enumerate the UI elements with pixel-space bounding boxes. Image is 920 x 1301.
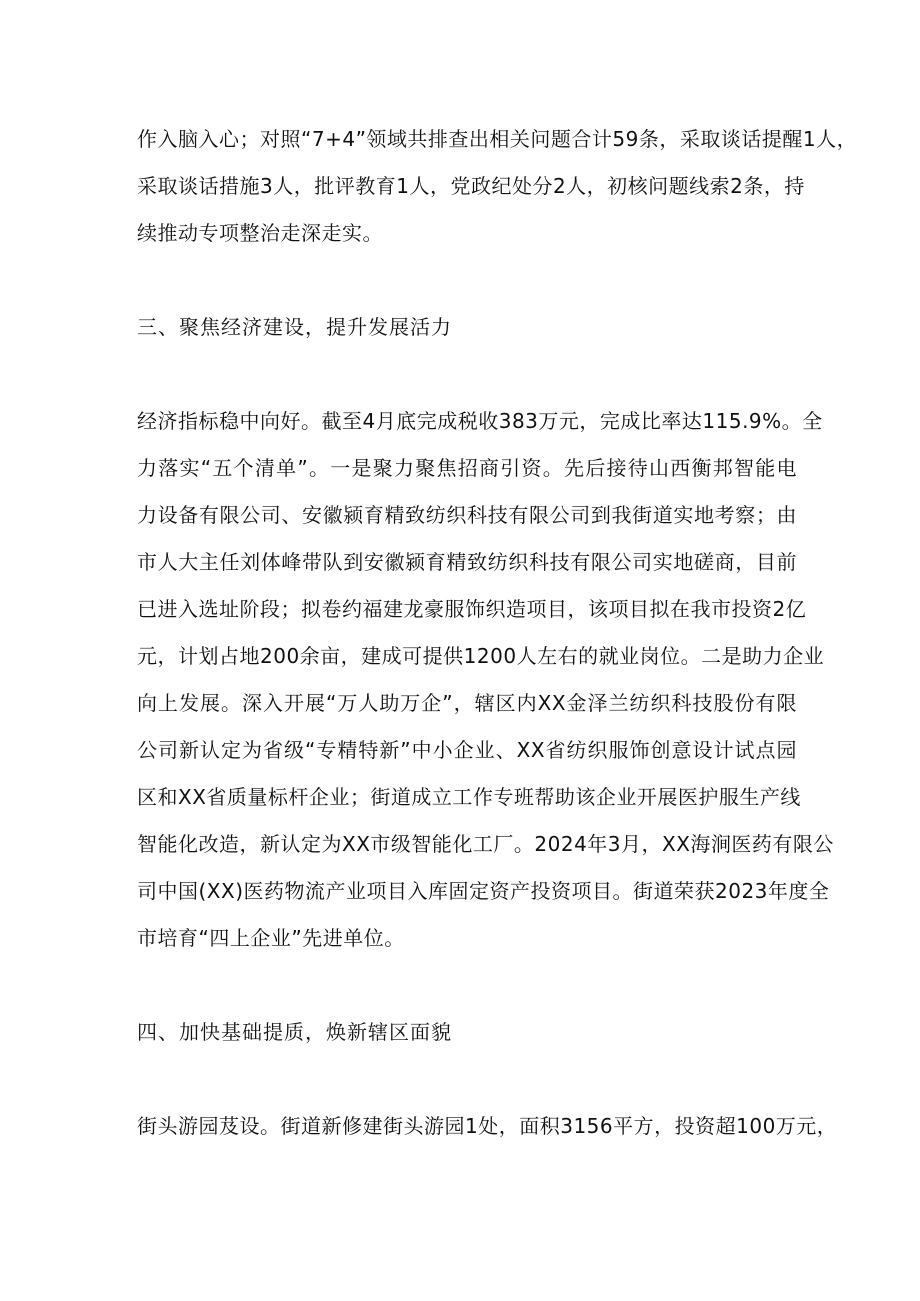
- paragraph-line: 智能化改造，新认定为XX市级智能化工厂。2024年3月，XX海涧医药有限公: [137, 832, 834, 856]
- paragraph-line: 街头游园芨设。街道新修建街头游园1处，面积3156平方，投资超100万元，: [137, 1114, 838, 1138]
- section-heading-3: 三、聚焦经济建设，提升发展活力: [137, 315, 452, 339]
- paragraph-line: 公司新认定为省级“专精特新”中小企业、XX省纺织服饰创意设计试点园: [137, 738, 797, 762]
- paragraph-line: 经济指标稳中向好。截至4月底完成税收383万元，完成比率达115.9%。全: [137, 409, 823, 433]
- paragraph-line: 区和XX省质量标杆企业；街道成立工作专班帮助该企业开展医护服生产线: [137, 785, 801, 809]
- paragraph-line: 元，计划占地200余亩，建成可提供1200人左右的就业岗位。二是助力企业: [137, 644, 825, 668]
- paragraph-line: 已进入选址阶段；拟卷约福建龙豪服饰织造项目，该项目拟在我市投资2亿: [137, 597, 807, 621]
- paragraph-line: 向上发展。深入开展“万人助万企”，辖区内XX金泽兰纺织科技股份有限: [137, 691, 797, 715]
- paragraph-line: 司中国(XX)医药物流产业项目入库固定资产投资项目。街道荣获2023年度全: [137, 879, 830, 903]
- paragraph-line: 力落实“五个清单”。一是聚力聚焦招商引资。先后接待山西衡邦智能电: [137, 456, 797, 480]
- paragraph-line: 力设备有限公司、安徽颍育精致纺织科技有限公司到我街道实地考察；由: [137, 503, 797, 527]
- paragraph-line: 市培育“四上企业”先进单位。: [137, 926, 405, 950]
- paragraph-line: 作入脑入心；对照“7+4”领域共排查出相关问题合计59条，采取谈话提醒1人，: [137, 127, 858, 151]
- paragraph-line: 市人大主任刘体峰带队到安徽颍育精致纺织科技有限公司实地磋商，目前: [137, 550, 797, 574]
- section-heading-4: 四、加快基础提质，焕新辖区面貌: [137, 1020, 452, 1044]
- paragraph-line: 采取谈话措施3人，批评教育1人，党政纪处分2人，初核问题线索2条，持: [137, 174, 805, 198]
- paragraph-line: 续推动专项整治走深走实。: [137, 221, 383, 245]
